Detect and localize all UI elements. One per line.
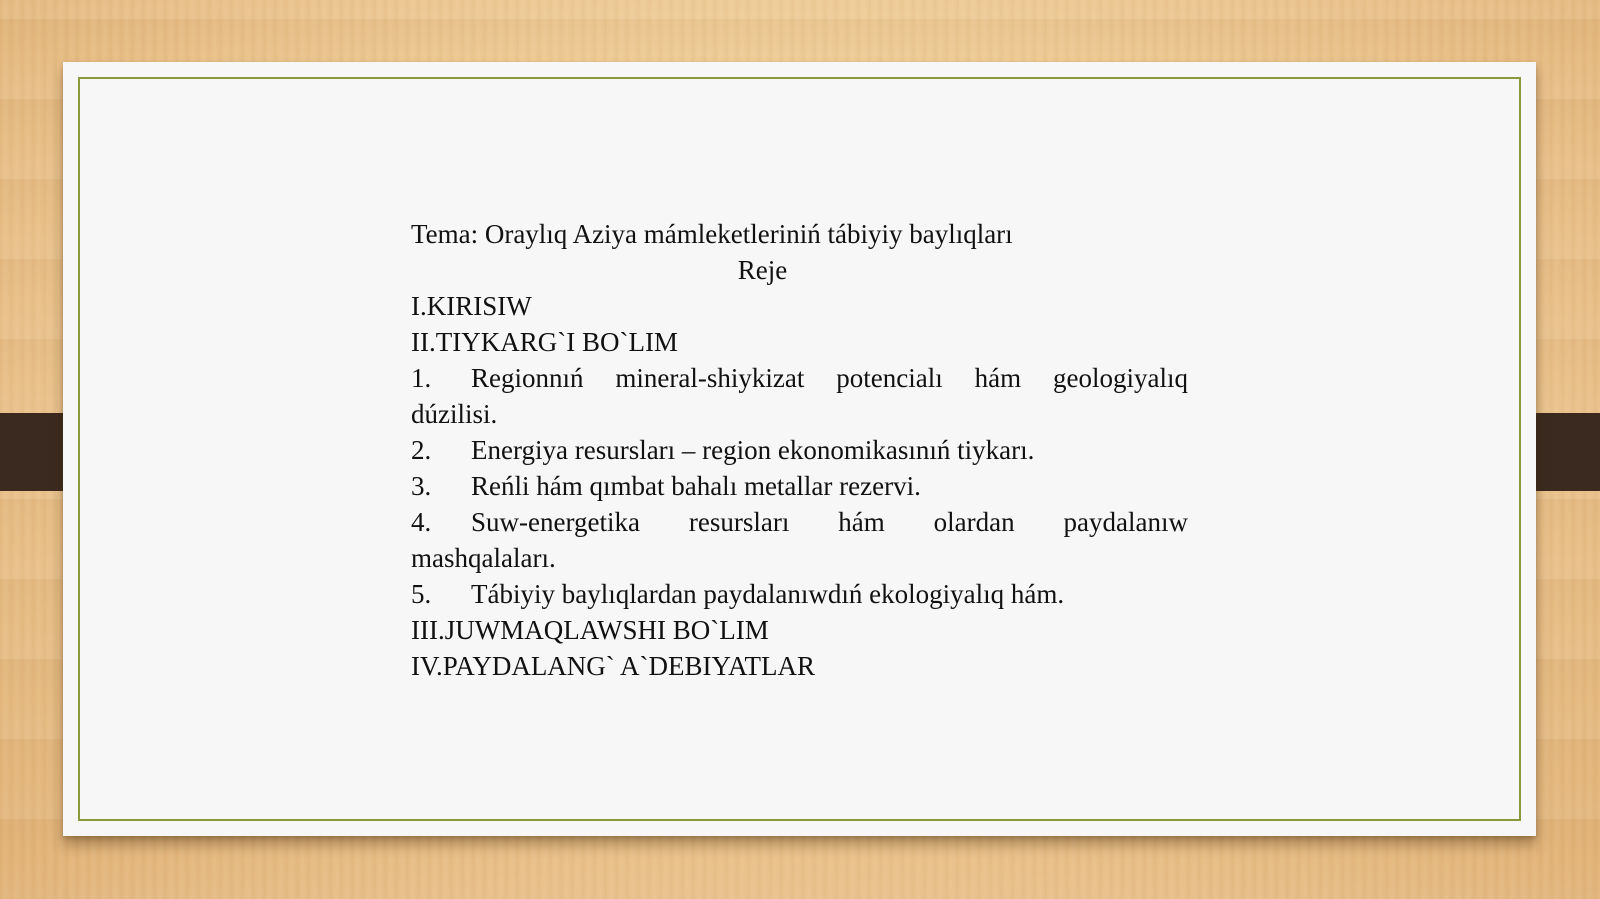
list-item-number: 4.	[411, 507, 432, 537]
section-heading-3: III.JUWMAQLAWSHI BO`LIM	[411, 615, 769, 645]
section-heading-2: II.TIYKARG`I BO`LIM	[411, 327, 678, 357]
list-item-3	[411, 468, 1188, 504]
list-item-1-continuation: dúzilisi.	[411, 399, 498, 429]
slide-content	[411, 216, 1188, 684]
list-item-2	[411, 432, 1188, 468]
list-item-number: 1.	[411, 363, 432, 393]
list-item-text: Energiya resursları – region ekonomikasınıń tiykarı.	[471, 435, 1035, 465]
slide-title: Tema: Oraylıq Aziya mámleketleriniń tábiyiy baylıqları	[411, 219, 1013, 249]
list-item-1	[411, 360, 1188, 396]
list-item-text: Regionnıń mineral-shiykizat potencialı hám geologiyalıq	[471, 363, 1188, 393]
list-item-4	[411, 504, 1188, 540]
list-item-number: 3.	[411, 471, 432, 501]
list-item-text: Tábiyiy baylıqlardan paydalanıwdıń ekologiyalıq hám.	[471, 579, 1065, 609]
list-item-number: 5.	[411, 579, 432, 609]
section-heading-1: I.KIRISIW	[411, 291, 532, 321]
section-heading-4: IV.PAYDALANG` A`DEBIYATLAR	[411, 651, 816, 681]
list-item-4-continuation: mashqalaları.	[411, 543, 556, 573]
list-item-text: Suw-energetika resursları hám olardan paydalanıw	[471, 507, 1188, 537]
list-item-5	[411, 576, 1188, 612]
list-item-number: 2.	[411, 435, 432, 465]
list-item-text: Reńli hám qımbat bahalı metallar rezervi.	[471, 471, 921, 501]
slide-subtitle: Reje	[737, 255, 788, 285]
